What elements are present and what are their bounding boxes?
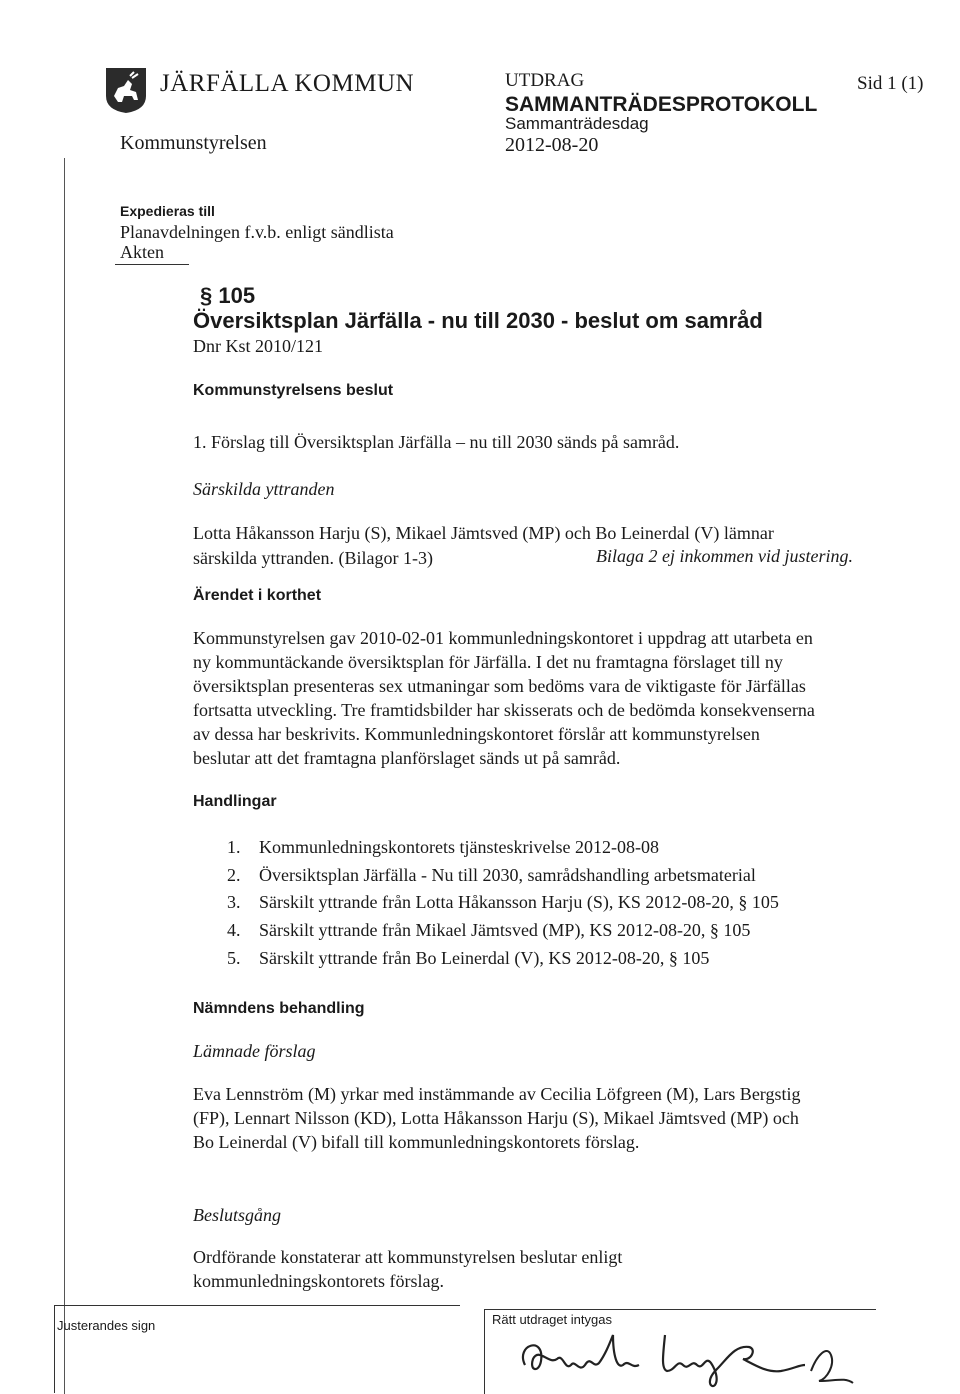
footer-divider (54, 1305, 55, 1393)
special-statements-heading: Särskilda yttranden (193, 479, 335, 499)
list-item (227, 920, 750, 941)
list-item-number: 2. (227, 865, 241, 885)
summary-line: beslutar att det framtagna planförslaget sänds ut på samråd. (193, 748, 621, 768)
proposal-heading: Lämnade förslag (193, 1041, 316, 1061)
list-item-number: 4. (227, 920, 241, 940)
summary-body (193, 626, 913, 770)
registration-number: Dnr Kst 2010/121 (193, 336, 323, 356)
proposal-line: (FP), Lennart Nilsson (KD), Lotta Håkansson Harju (S), Mikael Jämtsved (MP) och (193, 1108, 799, 1128)
list-item-text: Översiktsplan Järfälla - Nu till 2030, samrådshandling arbetsmaterial (259, 865, 756, 885)
summary-line: Kommunstyrelsen gav 2010-02-01 kommunledningskontoret i uppdrag att utarbeta en (193, 628, 813, 648)
list-item-text: Särskilt yttrande från Mikael Jämtsved (MP), KS 2012-08-20, § 105 (259, 920, 751, 940)
dispatch-archive: Akten (120, 242, 164, 262)
special-statements-line: Lotta Håkansson Harju (S), Mikael Jämtsved (MP) och Bo Leinerdal (V) lämnar (193, 523, 774, 543)
board-handling-heading: Nämndens behandling (193, 1000, 365, 1017)
handwritten-signature-icon (505, 1325, 875, 1391)
extract-label: UTDRAG (505, 70, 585, 91)
special-statements-note: Bilaga 2 ej inkommen vid justering. (596, 546, 853, 566)
certification-label: Rätt utdraget intygas (492, 1312, 612, 1327)
signatory-label: Justerandes sign (57, 1318, 156, 1333)
proposal-line: Eva Lennström (M) yrkar med instämmande av Cecilia Löfgreen (M), Lars Bergstig (193, 1084, 801, 1104)
process-line: Ordförande konstaterar att kommunstyrelsen beslutar enligt (193, 1247, 623, 1267)
footer-divider (484, 1309, 485, 1394)
decision-item: 1. Förslag till Översiktsplan Järfälla – nu till 2030 sänds på samråd. (193, 432, 680, 452)
list-item-text: Särskilt yttrande från Lotta Håkansson Harju (S), KS 2012-08-20, § 105 (259, 892, 779, 912)
proposal-line: Bo Leinerdal (V) bifall till kommunledningskontorets förslag. (193, 1132, 640, 1152)
footer-rule (484, 1309, 876, 1310)
page-number: Sid 1 (1) (857, 73, 924, 94)
decision-heading: Kommunstyrelsens beslut (193, 382, 394, 399)
paragraph-number: § 105 (200, 283, 256, 308)
list-item (227, 865, 756, 886)
dispatch-underline (115, 264, 189, 265)
process-body (193, 1245, 622, 1293)
dispatch-label: Expedieras till (120, 203, 215, 219)
list-item-text: Särskilt yttrande från Bo Leinerdal (V), KS 2012-08-20, § 105 (259, 948, 710, 968)
municipal-crest-icon (104, 66, 148, 114)
summary-line: fortsatta utveckling. Tre framtidsbilder har skisserats och de bedömda konsekvenserna (193, 700, 815, 720)
board-name: Kommunstyrelsen (120, 132, 267, 154)
list-item (227, 837, 659, 858)
dispatch-recipient: Planavdelningen f.v.b. enligt sändlista (120, 222, 394, 242)
list-item (227, 948, 709, 969)
list-item-number: 1. (227, 837, 241, 857)
meeting-day-label: Sammanträdesdag (505, 114, 649, 133)
summary-line: av dessa har beskrivits. Kommunledningskontoret förslår att kommunstyrelsen (193, 724, 760, 744)
proposal-body (193, 1082, 800, 1154)
left-margin-rule (64, 158, 65, 1394)
page-title: Översiktsplan Järfälla - nu till 2030 - beslut om samråd (193, 308, 763, 333)
list-item-number: 5. (227, 948, 241, 968)
footer-rule (54, 1305, 460, 1306)
summary-line: ny kommuntäckande översiktsplan för Järfälla. I det nu framtagna förslaget till ny (193, 652, 783, 672)
list-item-number: 3. (227, 892, 241, 912)
list-item (227, 892, 779, 913)
organization-name: JÄRFÄLLA KOMMUN (160, 70, 415, 97)
list-item-text: Kommunledningskontorets tjänsteskrivelse 2012-08-08 (259, 837, 659, 857)
meeting-date: 2012-08-20 (505, 134, 599, 156)
protocol-title: SAMMANTRÄDESPROTOKOLL (505, 93, 818, 116)
process-line: kommunledningskontorets förslag. (193, 1271, 444, 1291)
summary-line: översiktsplan presenteras sex utmaningar som bedöms vara de viktigaste för Järfällas (193, 676, 806, 696)
process-heading: Beslutsgång (193, 1205, 281, 1225)
special-statements-line: särskilda yttranden. (Bilagor 1-3) (193, 548, 433, 568)
documents-heading: Handlingar (193, 793, 277, 810)
summary-heading: Ärendet i korthet (193, 587, 322, 604)
